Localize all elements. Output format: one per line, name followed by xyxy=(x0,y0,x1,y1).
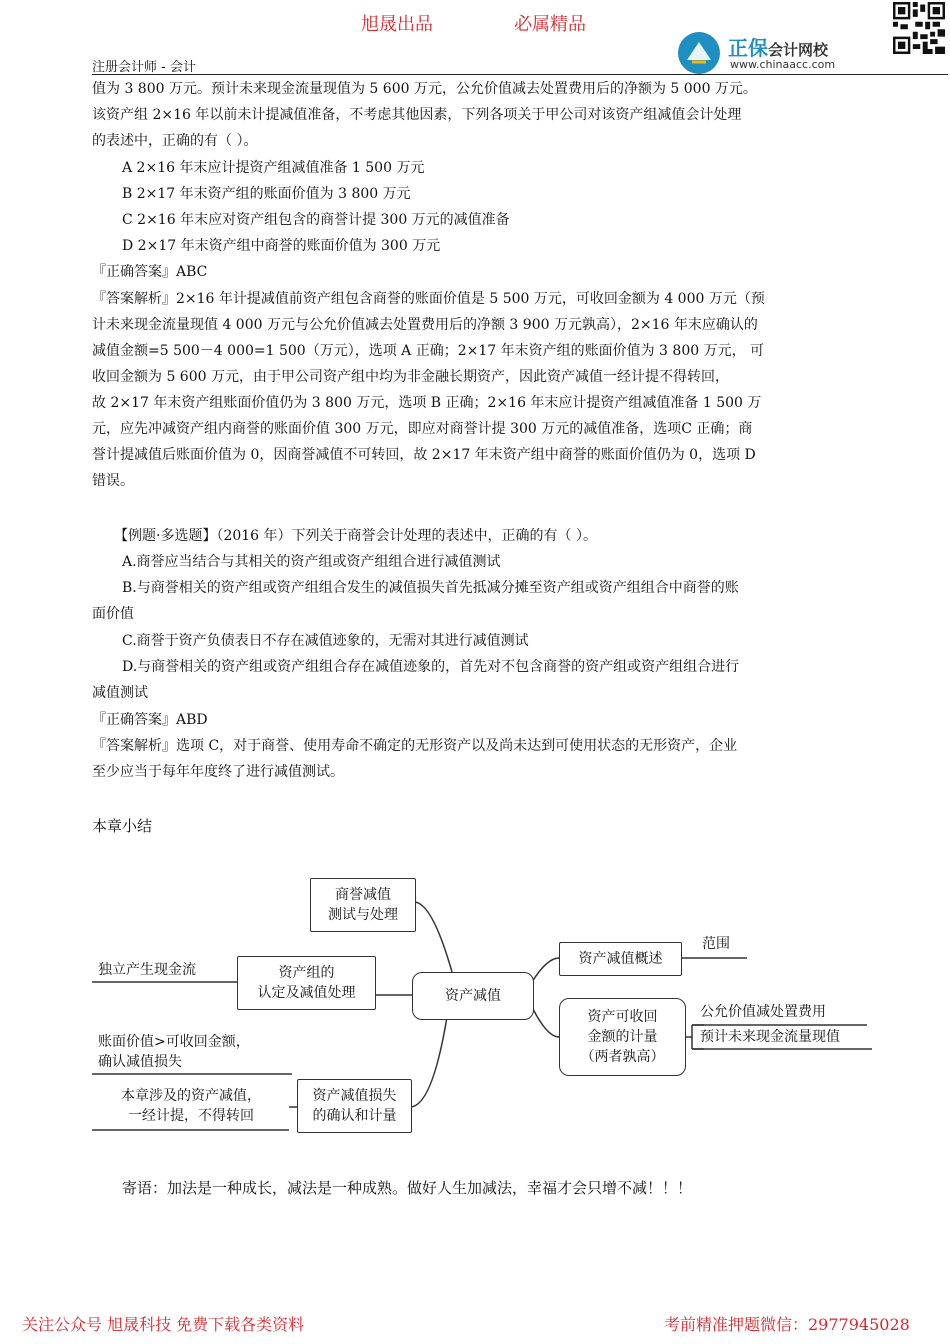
q1-stem xyxy=(92,76,872,154)
logo-brand-suffix: 会计网校 xyxy=(768,41,829,59)
q1-stem-line: 的表述中，正确的有（ ）。 xyxy=(92,133,258,149)
q1-analysis-line: 誉计提减值后账面价值为 0，因商誉减值不可转回，故 2×17 年末资产组中商誉的账面价值仍为 0，选项 D xyxy=(92,447,756,463)
q1-analysis xyxy=(92,286,872,494)
q2-option-b-line: 面价值 xyxy=(92,606,134,622)
mindmap-recoverable-node: 资产可收回 金额的计量 （两者孰高） xyxy=(559,998,686,1076)
q2-option-d xyxy=(92,654,872,706)
q1-answer: 『正确答案』ABC xyxy=(92,264,208,280)
brand-logo xyxy=(678,28,868,76)
logo-mark-icon xyxy=(678,32,720,74)
q2-option-b-line: B.与商誉相关的资产组或资产组组合发生的减值损失首先抵减分摊至资产组或资产组组合中商誉的账 xyxy=(122,580,739,596)
mindmap xyxy=(92,862,882,1142)
q1-stem-line: 值为 3 800 万元。预计未来现金流量现值为 5 600 万元，公允价值减去处置费用后的净额为 5 000 万元。 xyxy=(92,81,757,97)
q2-option-d-line: 减值测试 xyxy=(92,685,148,701)
mindmap-recoverable-note-fair-value: 公允价值减处置费用 xyxy=(700,1004,826,1020)
logo-url: www.chinaacc.com xyxy=(730,58,836,71)
mindmap-recoverable-note-pv: 预计未来现金流量现值 xyxy=(700,1029,840,1045)
mindmap-goodwill-node: 商誉减值 测试与处理 xyxy=(310,878,416,932)
q2-option-a: A.商誉应当结合与其相关的资产组或资产组组合进行减值测试 xyxy=(122,554,501,570)
header-slogan-right: 必属精品 xyxy=(514,14,586,35)
q1-analysis-line: 错误。 xyxy=(92,473,134,489)
q1-analysis-line: 元，应先冲减资产组内商誉的账面价值 300 万元，即应对商誉计提 300 万元的减值准备，选项C 正确；商 xyxy=(92,421,753,437)
q1-option-d: D 2×17 年末资产组中商誉的账面价值为 300 万元 xyxy=(122,238,441,254)
q1-analysis-line: 收回金额为 5 600 万元，由于甲公司资产组中均为非金融长期资产，因此资产减值一经计提不得转回， xyxy=(92,369,729,385)
qr-code-icon xyxy=(893,2,945,54)
logo-brand-name: 正保 xyxy=(728,36,768,60)
closing-message: 寄语：加法是一种成长，减法是一种成熟。做好人生加减法，幸福才会只增不减！！！ xyxy=(122,1179,693,1197)
mindmap-asset-group-node: 资产组的 认定及减值处理 xyxy=(237,956,376,1010)
mindmap-asset-group-note: 独立产生现金流 xyxy=(98,962,196,978)
q2-analysis-line: 『答案解析』选项 C，对于商誉、使用寿命不确定的无形资产以及尚未达到可使用状态的无形资产，企业 xyxy=(92,738,738,754)
q1-option-a: A 2×16 年末应计提资产组减值准备 1 500 万元 xyxy=(122,160,425,176)
q2-option-d-line: D.与商誉相关的资产组或资产组组合存在减值迹象的，首先对不包含商誉的资产组或资产组组合进行 xyxy=(122,659,740,675)
q1-analysis-line: 故 2×17 年末资产组账面价值仍为 3 800 万元，选项 B 正确；2×16 年末应计提资产组减值准备 1 500 万 xyxy=(92,395,762,411)
mindmap-overview-note: 范围 xyxy=(702,936,730,952)
q1-option-b: B 2×17 年末资产组的账面价值为 3 800 万元 xyxy=(122,186,411,202)
q2-answer: 『正确答案』ABD xyxy=(92,712,208,728)
q2-stem: 【例题·多选题】（2016 年）下列关于商誉会计处理的表述中，正确的有（ ）。 xyxy=(114,528,597,544)
footer-left: 关注公众号 旭晟科技 免费下载各类资料 xyxy=(22,1315,305,1334)
q2-analysis xyxy=(92,733,872,785)
header-slogan-left: 旭晟出品 xyxy=(361,14,433,35)
q1-analysis-line: 『答案解析』2×16 年计提减值前资产组包含商誉的账面价值是 5 500 万元，可收回金额为 4 000 万元（预 xyxy=(92,291,765,307)
q2-analysis-line: 至少应当于每年年度终了进行减值测试。 xyxy=(92,764,344,780)
mindmap-loss-note-recognize: 账面价值>可收回金额， 确认减值损失 xyxy=(98,1034,250,1070)
summary-title: 本章小结 xyxy=(92,817,153,835)
q1-stem-line: 该资产组 2×16 年以前未计提减值准备，不考虑其他因素，下列各项关于甲公司对该资产组减值会计处理 xyxy=(92,107,742,123)
header-subtitle: 注册会计师 - 会计 xyxy=(92,60,196,75)
mindmap-loss-note-no-reversal: 本章涉及的资产减值， 一经计提，不得转回 xyxy=(121,1088,261,1124)
q1-analysis-line: 计未来现金流量现值 4 000 万元与公允价值减去处置费用后的净额 3 900 万元孰高），2×16 年末应确认的 xyxy=(92,317,758,333)
mindmap-overview-node: 资产减值概述 xyxy=(559,942,682,976)
header-rule xyxy=(92,74,948,75)
q1-option-c: C 2×16 年末应对资产组包含的商誉计提 300 万元的减值准备 xyxy=(122,212,510,228)
mindmap-loss-node: 资产减值损失 的确认和计量 xyxy=(297,1079,412,1133)
mindmap-center-node: 资产减值 xyxy=(412,972,534,1020)
q1-analysis-line: 减值金额=5 500－4 000=1 500（万元），选项 A 正确；2×17 年末资产组的账面价值为 3 800 万元， 可 xyxy=(92,343,765,359)
q2-option-c: C.商誉于资产负债表日不存在减值迹象的，无需对其进行减值测试 xyxy=(122,633,529,649)
footer-right: 考前精准押题微信：2977945028 xyxy=(664,1315,910,1334)
q2-option-b xyxy=(92,575,872,627)
